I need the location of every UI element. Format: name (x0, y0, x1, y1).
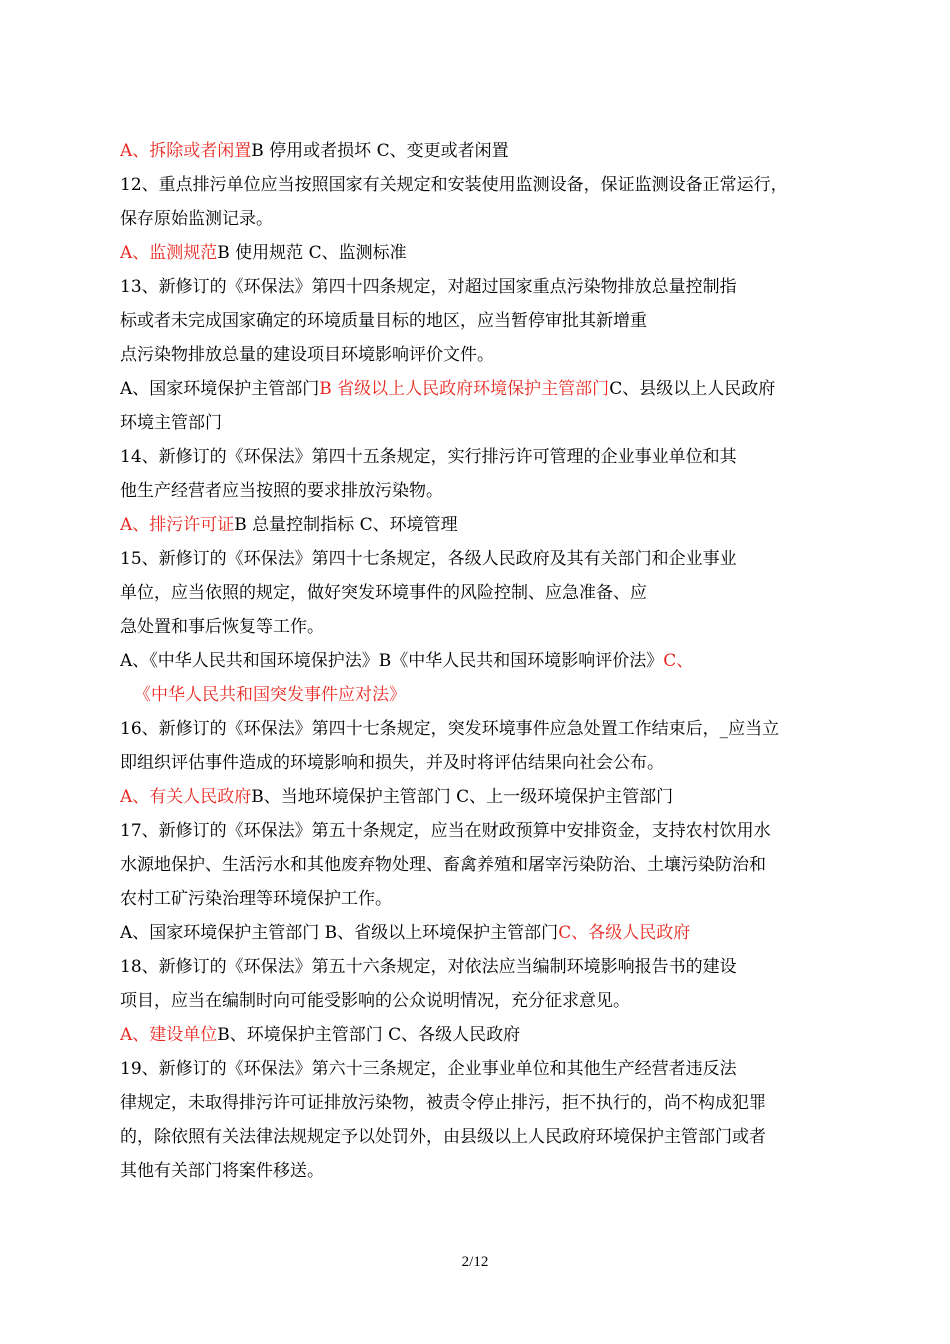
text-line (120, 712, 880, 746)
text-line (120, 508, 880, 542)
text-line (120, 1052, 880, 1086)
body-text: B 停用或者损坏 C、变更或者闲置 (251, 141, 509, 161)
answer-text: B 省级以上人民政府环境保护主管部门 (319, 379, 610, 399)
body-text: 单位，应当依照的规定，做好突发环境事件的风险控制、应急准备、应 (120, 583, 647, 603)
text-line (120, 338, 880, 372)
text-line (120, 678, 880, 712)
text-line (120, 236, 880, 270)
text-line (120, 202, 880, 236)
text-line (120, 134, 880, 168)
text-line (120, 1086, 880, 1120)
body-text: B 使用规范 C、监测标准 (217, 243, 407, 263)
text-line (120, 814, 880, 848)
answer-text: A、排污许可证 (120, 515, 235, 535)
text-line (120, 304, 880, 338)
text-line (120, 882, 880, 916)
document-body (120, 134, 880, 1188)
body-text: 19、新修订的《环保法》第六十三条规定，企业事业单位和其他生产经营者违反法 (120, 1059, 737, 1079)
answer-text: A、建设单位 (120, 1025, 218, 1045)
body-text: 点污染物排放总量的建设项目环境影响评价文件。 (120, 345, 494, 365)
text-line (120, 372, 880, 406)
body-text: B、环境保护主管部门 C、各级人民政府 (217, 1025, 521, 1045)
text-line (120, 848, 880, 882)
body-text: 即组织评估事件造成的环境影响和损失，并及时将评估结果向社会公布。 (120, 753, 664, 773)
body-text: 14、新修订的《环保法》第四十五条规定，实行排污许可管理的企业事业单位和其 (120, 447, 737, 467)
body-text: 13、新修订的《环保法》第四十四条规定，对超过国家重点污染物排放总量控制指 (120, 277, 737, 297)
text-line (120, 576, 880, 610)
answer-text: C、各级人民政府 (558, 923, 691, 943)
text-line (120, 984, 880, 1018)
text-line (120, 610, 880, 644)
text-line (120, 474, 880, 508)
body-text: 他生产经营者应当按照的要求排放污染物。 (120, 481, 443, 501)
text-line (120, 270, 880, 304)
text-line (120, 440, 880, 474)
text-line (120, 1018, 880, 1052)
body-text: 的，除依照有关法律法规规定予以处罚外，由县级以上人民政府环境保护主管部门或者 (120, 1127, 766, 1147)
page-number: 2/12 (461, 1254, 489, 1270)
body-text: A、国家环境保护主管部门 B、省级以上环境保护主管部门 (120, 923, 559, 943)
body-text: B 总量控制指标 C、环境管理 (234, 515, 458, 535)
body-text: B、当地环境保护主管部门 C、上一级环境保护主管部门 (251, 787, 674, 807)
answer-text: A、有关人民政府 (120, 787, 252, 807)
body-text: 环境主管部门 (120, 413, 222, 433)
text-line (120, 644, 880, 678)
text-line (120, 406, 880, 440)
text-line (120, 780, 880, 814)
body-text: 急处置和事后恢复等工作。 (120, 617, 324, 637)
body-text: 15、新修订的《环保法》第四十七条规定，各级人民政府及其有关部门和企业事业 (120, 549, 737, 569)
answer-text: A、拆除或者闲置 (120, 141, 252, 161)
body-text: A、国家环境保护主管部门 (120, 379, 320, 399)
body-text: 17、新修订的《环保法》第五十条规定，应当在财政预算中安排资金，支持农村饮用水 (120, 821, 771, 841)
body-text: A、《中华人民共和国环境保护法》B《中华人民共和国环境影响评价法》 (120, 651, 664, 671)
answer-text: C、 (663, 651, 694, 671)
body-text: 16、新修订的《环保法》第四十七条规定，突发环境事件应急处置工作结束后，_应当立 (120, 719, 780, 739)
body-text: 18、新修订的《环保法》第五十六条规定，对依法应当编制环境影响报告书的建设 (120, 957, 737, 977)
body-text: 律规定，未取得排污许可证排放污染物，被责令停止排污，拒不执行的，尚不构成犯罪 (120, 1093, 766, 1113)
body-text: 项目，应当在编制时向可能受影响的公众说明情况，充分征求意见。 (120, 991, 630, 1011)
body-text: C、县级以上人民政府 (609, 379, 776, 399)
text-line (120, 746, 880, 780)
text-line (120, 542, 880, 576)
body-text: 水源地保护、生活污水和其他废弃物处理、畜禽养殖和屠宰污染防治、土壤污染防治和 (120, 855, 766, 875)
body-text: 保存原始监测记录。 (120, 209, 273, 229)
body-text: 其他有关部门将案件移送。 (120, 1161, 324, 1181)
text-line (120, 1120, 880, 1154)
body-text: 标或者未完成国家确定的环境质量目标的地区，应当暂停审批其新增重 (120, 311, 647, 331)
text-line (120, 168, 880, 202)
text-line (120, 950, 880, 984)
answer-text: A、监测规范 (120, 243, 218, 263)
text-line (120, 916, 880, 950)
answer-text: 《中华人民共和国突发事件应对法》 (134, 685, 406, 705)
body-text: 农村工矿污染治理等环境保护工作。 (120, 889, 392, 909)
text-line (120, 1154, 880, 1188)
body-text: 12、重点排污单位应当按照国家有关规定和安装使用监测设备，保证监测设备正常运行， (120, 175, 788, 195)
